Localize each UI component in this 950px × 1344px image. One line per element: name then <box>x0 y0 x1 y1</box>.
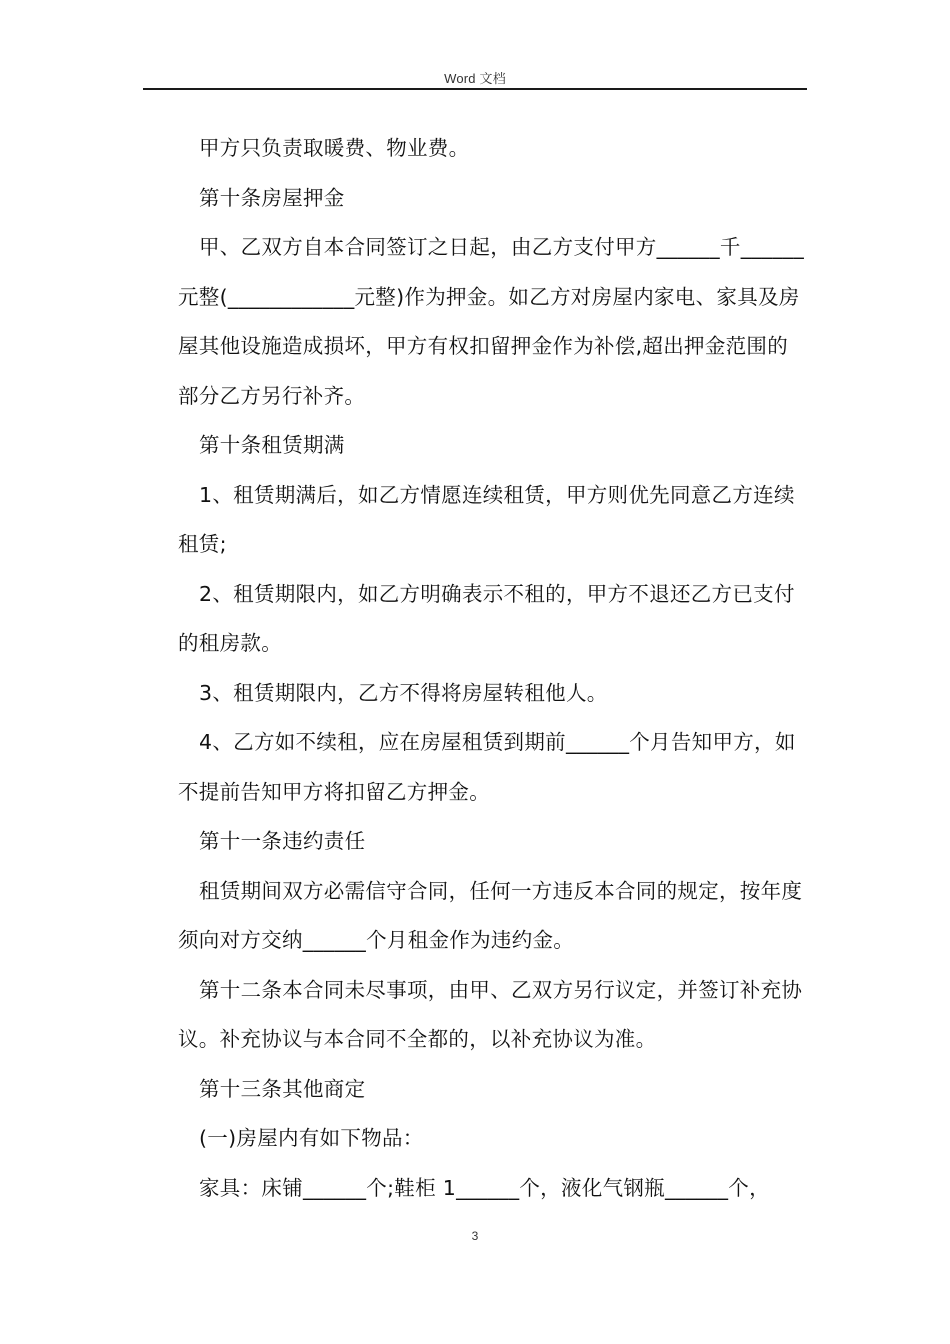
document-body <box>178 124 808 1213</box>
paragraph: 甲、乙双方自本合同签订之日起，由乙方支付甲方______千______元整(____________元整)作为押金。如乙方对房屋内家电、家具及房屋其他设施造成损坏，甲方有权扣留押金作为补偿,超出押金范围的部分乙方另行补齐。 <box>178 235 804 408</box>
list-item: 4、乙方如不续租，应在房屋租赁到期前______个月告知甲方，如不提前告知甲方将扣留乙方押金。 <box>178 730 796 804</box>
page-number: 3 <box>471 1229 479 1243</box>
paragraph: 租赁期间双方必需信守合同，任何一方违反本合同的规定，按年度须向对方交纳______个月租金作为违约金。 <box>178 878 803 952</box>
list-item: 3、租赁期限内，乙方不得将房屋转租他人。 <box>199 680 608 705</box>
paragraph: 家具：床铺______个;鞋柜 1______个，液化气钢瓶______个， <box>199 1175 770 1200</box>
section-heading: 第十条租赁期满 <box>199 433 345 457</box>
paragraph: 第十二条本合同未尽事项，由甲、乙双方另行议定，并签订补充协议。补充协议与本合同不全都的，以补充协议为准。 <box>178 977 803 1051</box>
section-heading: 第十条房屋押金 <box>199 185 345 210</box>
page-header <box>143 66 807 90</box>
paragraph: 甲方只负责取暖费、物业费。 <box>199 136 470 160</box>
header-title: Word 文档 <box>444 71 506 86</box>
sub-heading: (一)房屋内有如下物品： <box>199 1126 424 1150</box>
section-heading: 第十三条其他商定 <box>199 1076 366 1101</box>
section-heading: 第十一条违约责任 <box>199 829 366 853</box>
list-item: 1、租赁期满后，如乙方情愿连续租赁，甲方则优先同意乙方连续租赁; <box>178 482 795 556</box>
list-item: 2、租赁期限内，如乙方明确表示不租的，甲方不退还乙方已支付的租房款。 <box>178 581 795 655</box>
